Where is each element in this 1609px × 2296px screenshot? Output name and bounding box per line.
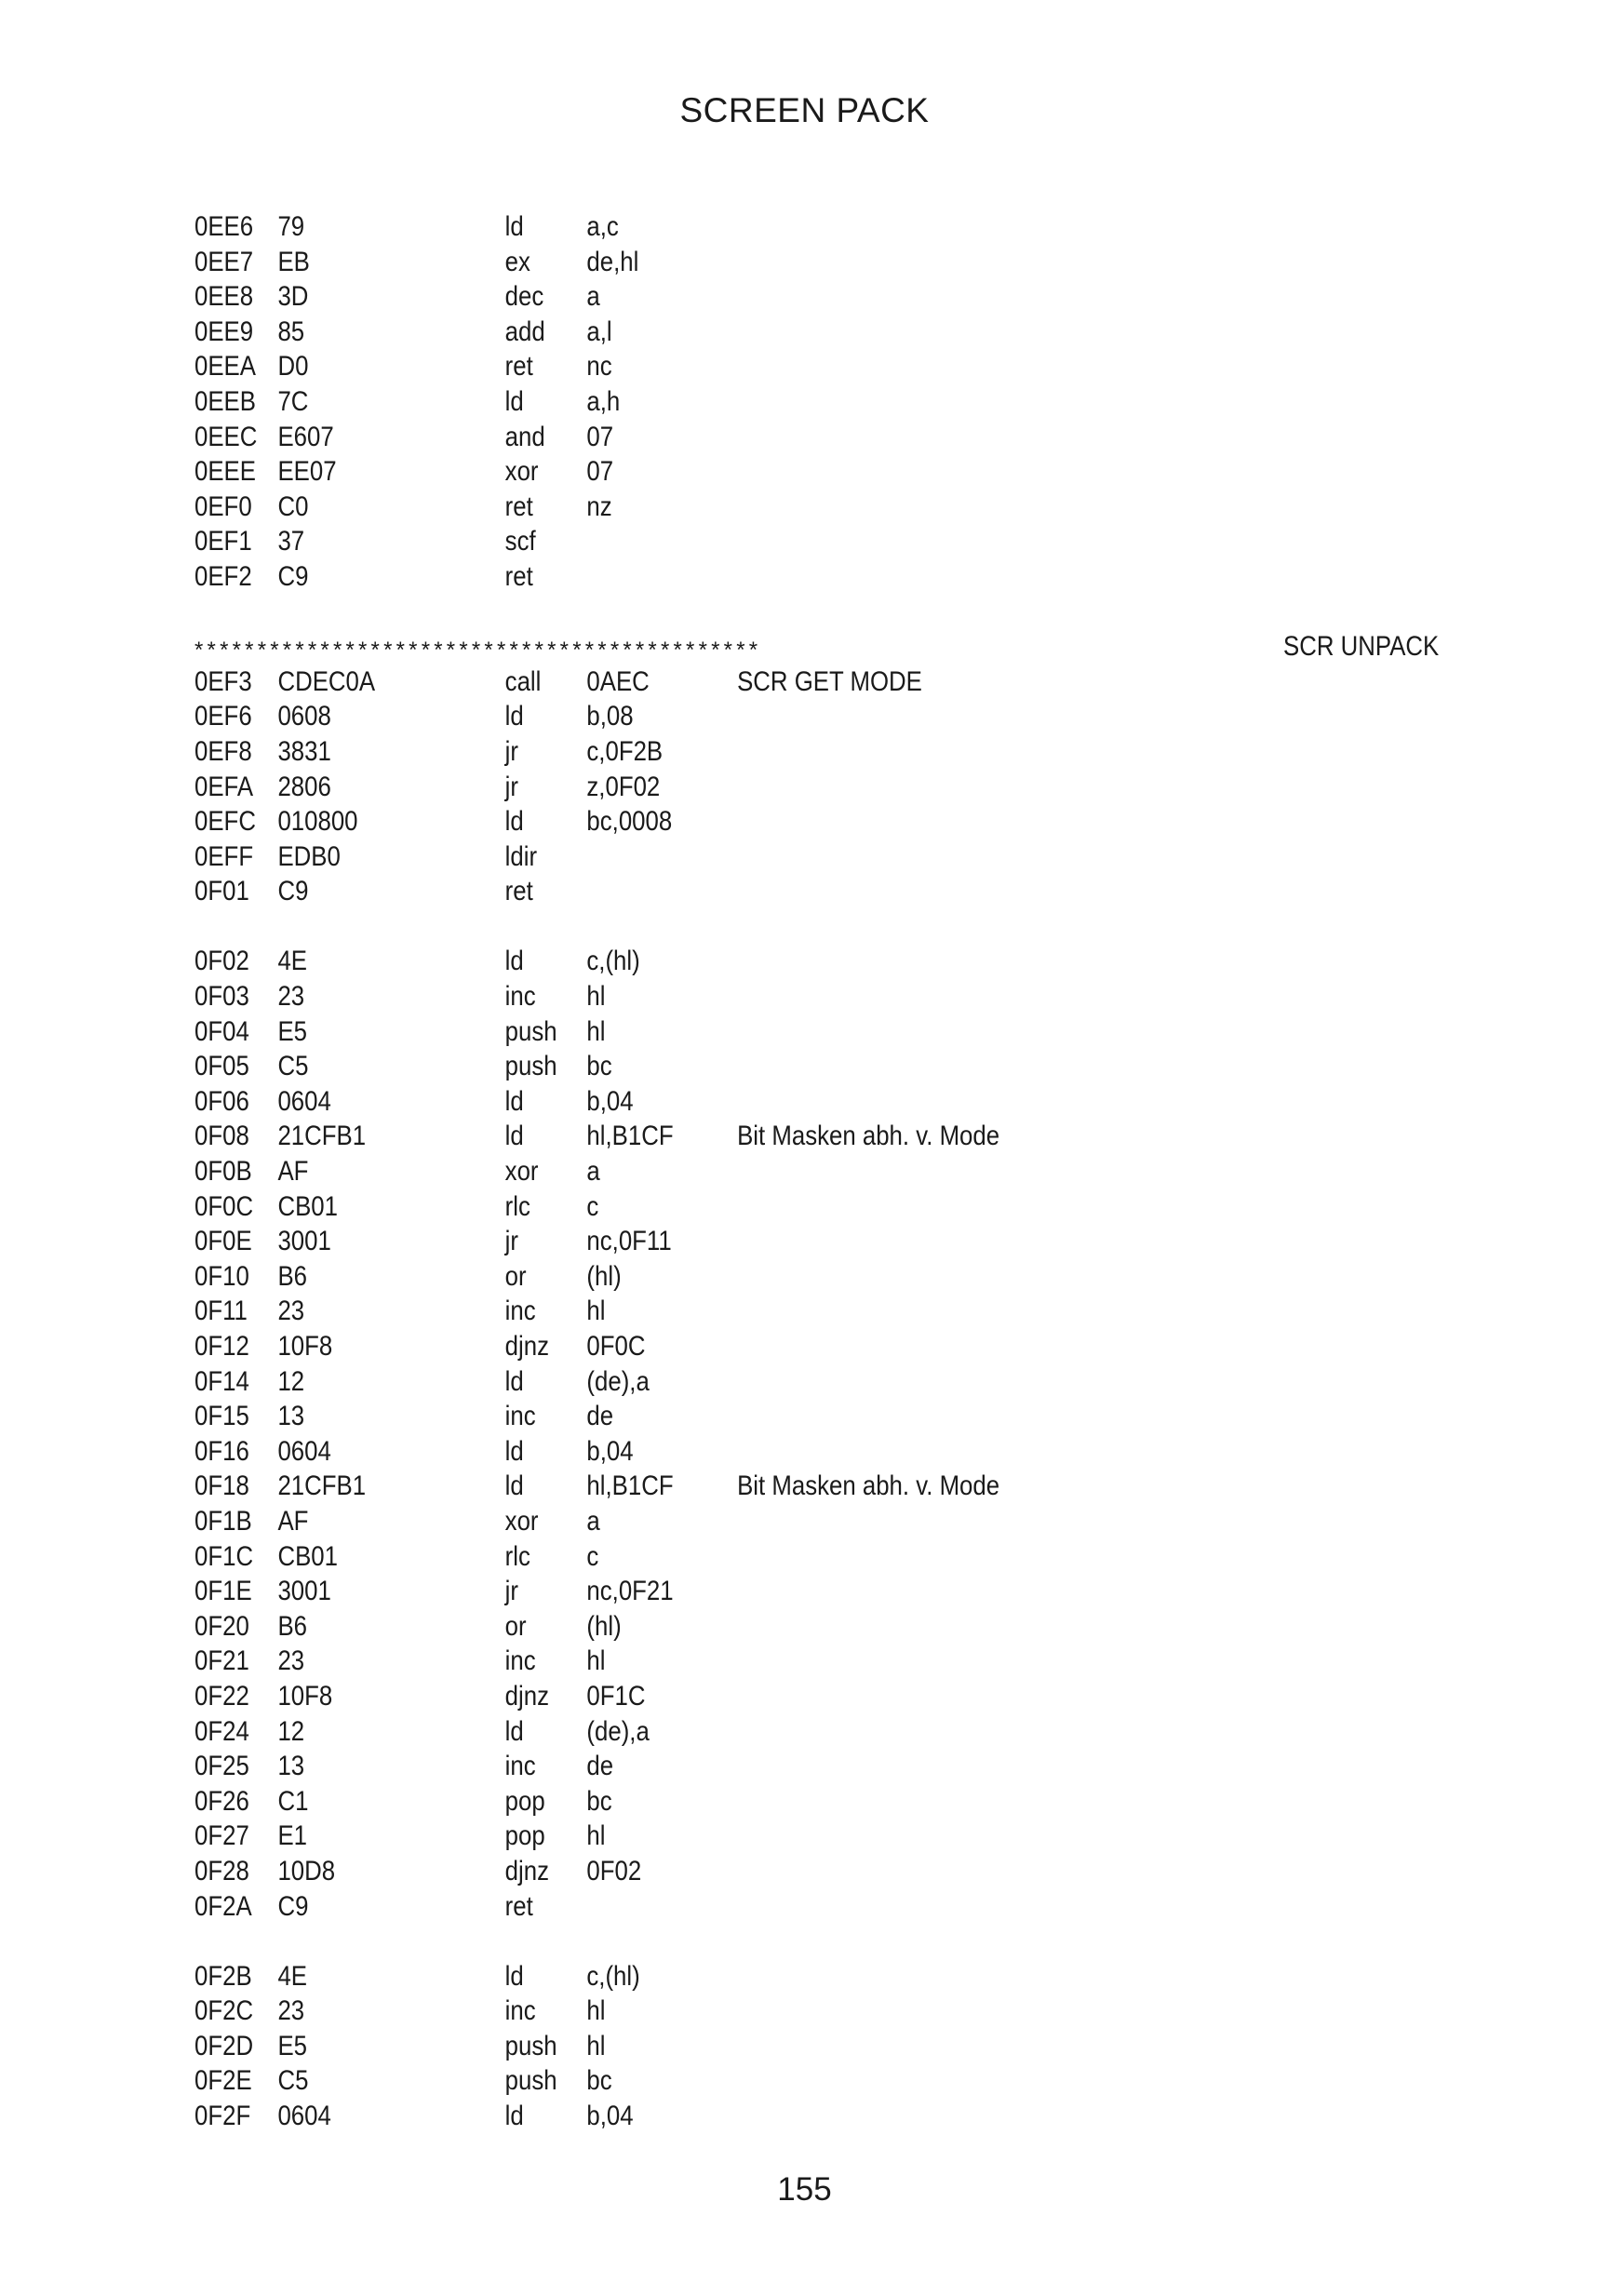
opcode-hex-cell: 10D8 [277, 1855, 336, 1886]
mnemonic-cell: inc [504, 1401, 536, 1432]
operand-cell: nc,0F21 [586, 1576, 674, 1607]
operand-cell: hl [586, 2030, 606, 2061]
listing-row [194, 734, 1275, 770]
listing-row [194, 874, 1275, 909]
operand-cell: nc [586, 351, 612, 383]
operand-cell: nc,0F11 [586, 1226, 672, 1257]
section-gap [194, 595, 1451, 630]
opcode-hex-cell: C5 [277, 1051, 309, 1082]
address-cell: 0F21 [194, 1645, 249, 1677]
listing-row [194, 1014, 1275, 1050]
listing-row [194, 1154, 1275, 1189]
address-cell: 0EE9 [194, 316, 254, 347]
mnemonic-cell: ret [504, 351, 533, 383]
operand-cell: hl [586, 1995, 606, 2027]
address-cell: 0F11 [194, 1296, 248, 1327]
address-cell: 0F14 [194, 1365, 249, 1397]
listing-row [194, 209, 1275, 245]
listing-row [194, 279, 1275, 315]
listing-row [194, 1049, 1275, 1084]
address-cell: 0F20 [194, 1610, 249, 1642]
address-cell: 0F0C [194, 1190, 254, 1222]
listing-row [194, 559, 1275, 595]
page-number: 155 [777, 2171, 832, 2208]
operand-cell: hl [586, 1015, 606, 1047]
listing-row [194, 1364, 1275, 1400]
mnemonic-cell: ld [504, 946, 524, 977]
mnemonic-cell: djnz [504, 1331, 550, 1362]
listing-row [194, 1784, 1275, 1819]
mnemonic-cell: ld [504, 701, 524, 732]
mnemonic-cell: ret [504, 876, 533, 907]
operand-cell: hl [586, 1645, 606, 1677]
mnemonic-cell: inc [504, 1296, 536, 1327]
opcode-hex-cell: 13 [277, 1401, 305, 1432]
opcode-hex-cell: 23 [277, 1296, 305, 1327]
mnemonic-cell: jr [504, 771, 519, 802]
operand-cell: (de),a [586, 1715, 650, 1747]
operand-cell: 07 [586, 421, 614, 452]
listing-row [194, 1609, 1275, 1645]
listing-row [194, 384, 1275, 420]
opcode-hex-cell: 3001 [277, 1576, 331, 1607]
opcode-hex-cell: 4E [277, 946, 308, 977]
opcode-hex-cell: AF [277, 1505, 309, 1537]
opcode-hex-cell: E5 [277, 1015, 308, 1047]
page-title: SCREEN PACK [679, 91, 930, 129]
mnemonic-cell: ex [504, 246, 530, 277]
listing-row [194, 1399, 1275, 1434]
operand-cell: (de),a [586, 1365, 650, 1397]
mnemonic-cell: xor [504, 456, 539, 488]
listing-row [194, 1714, 1275, 1750]
address-cell: 0F27 [194, 1820, 249, 1852]
listing-row [194, 2099, 1275, 2134]
mnemonic-cell: push [504, 1015, 557, 1047]
listing-row [194, 1294, 1275, 1329]
opcode-hex-cell: 10F8 [277, 1680, 333, 1712]
operand-cell: b,04 [586, 1085, 634, 1117]
address-cell: 0F18 [194, 1470, 249, 1502]
opcode-hex-cell: C1 [277, 1785, 309, 1817]
opcode-hex-cell: E5 [277, 2030, 308, 2061]
mnemonic-cell: push [504, 2065, 557, 2097]
operand-cell: a,l [586, 316, 612, 347]
address-cell: 0EEA [194, 351, 256, 383]
mnemonic-cell: ld [504, 1715, 524, 1747]
operand-cell: (hl) [586, 1610, 622, 1642]
listing-row [194, 1539, 1275, 1575]
operand-cell: de [586, 1401, 614, 1432]
opcode-hex-cell: CB01 [277, 1540, 338, 1572]
listing-row [194, 1259, 1275, 1295]
operand-cell: b,08 [586, 701, 634, 732]
opcode-hex-cell: C9 [277, 560, 309, 592]
listing-row [194, 1434, 1275, 1470]
listing-row [194, 1679, 1275, 1714]
listing-row [194, 2029, 1275, 2064]
mnemonic-cell: rlc [504, 1540, 530, 1572]
address-cell: 0EF2 [194, 560, 252, 592]
operand-cell: a [586, 1156, 600, 1188]
operand-cell: b,04 [586, 1435, 634, 1467]
operand-cell: 0AEC [586, 665, 650, 697]
mnemonic-cell: xor [504, 1156, 539, 1188]
operand-cell: c,0F2B [586, 735, 664, 767]
opcode-hex-cell: CDEC0A [277, 665, 376, 697]
address-cell: 0F2C [194, 1995, 254, 2027]
operand-cell: b,04 [586, 2101, 634, 2132]
listing-row [194, 1889, 1275, 1925]
address-cell: 0F15 [194, 1401, 249, 1432]
address-cell: 0F1B [194, 1505, 252, 1537]
listing-row [194, 490, 1275, 525]
operand-cell: bc,0008 [586, 806, 673, 838]
routine-separator [194, 629, 1451, 665]
listing-row [194, 1189, 1275, 1225]
address-cell: 0EFC [194, 806, 256, 838]
address-cell: 0F26 [194, 1785, 249, 1817]
address-cell: 0F10 [194, 1260, 249, 1292]
opcode-hex-cell: 3D [277, 281, 309, 313]
mnemonic-cell: push [504, 1051, 557, 1082]
mnemonic-cell: jr [504, 1226, 519, 1257]
opcode-hex-cell: 85 [277, 316, 305, 347]
operand-cell: z,0F02 [586, 771, 661, 802]
opcode-hex-cell: C0 [277, 490, 309, 522]
opcode-hex-cell: 12 [277, 1715, 305, 1747]
mnemonic-cell: ld [504, 1470, 524, 1502]
listing-row [194, 420, 1275, 455]
address-cell: 0EEE [194, 456, 256, 488]
listing-row [194, 245, 1275, 280]
listing-row [194, 699, 1275, 734]
operand-cell: c [586, 1190, 599, 1222]
opcode-hex-cell: EDB0 [277, 840, 341, 872]
opcode-hex-cell: 3831 [277, 735, 331, 767]
listing-row [194, 1119, 1275, 1154]
opcode-hex-cell: 3001 [277, 1226, 331, 1257]
operand-cell: a,c [586, 211, 619, 242]
operand-cell: c,(hl) [586, 1960, 640, 1992]
opcode-hex-cell: E607 [277, 421, 334, 452]
address-cell: 0EF6 [194, 701, 252, 732]
address-cell: 0F06 [194, 1085, 249, 1117]
mnemonic-cell: ld [504, 806, 524, 838]
opcode-hex-cell: E1 [277, 1820, 308, 1852]
comment-cell: Bit Masken abh. v. Mode [737, 1121, 1000, 1152]
address-cell: 0F25 [194, 1751, 249, 1782]
mnemonic-cell: pop [504, 1785, 545, 1817]
assembly-listing [194, 209, 1451, 2134]
opcode-hex-cell: 7C [277, 385, 309, 417]
mnemonic-cell: pop [504, 1820, 545, 1852]
opcode-hex-cell: 21CFB1 [277, 1470, 367, 1502]
mnemonic-cell: ld [504, 1435, 524, 1467]
address-cell: 0F1E [194, 1576, 252, 1607]
mnemonic-cell: inc [504, 1645, 536, 1677]
address-cell: 0F01 [194, 876, 249, 907]
mnemonic-cell: ret [504, 560, 533, 592]
listing-row [194, 1224, 1275, 1259]
opcode-hex-cell: 79 [277, 211, 305, 242]
address-cell: 0EF8 [194, 735, 252, 767]
address-cell: 0F28 [194, 1855, 249, 1886]
mnemonic-cell: ldir [504, 840, 538, 872]
listing-row [194, 1084, 1275, 1120]
opcode-hex-cell: 010800 [277, 806, 358, 838]
mnemonic-cell: rlc [504, 1190, 530, 1222]
listing-row [194, 979, 1275, 1014]
mnemonic-cell: ld [504, 1365, 524, 1397]
operand-cell: bc [586, 1051, 612, 1082]
operand-cell: (hl) [586, 1260, 622, 1292]
mnemonic-cell: inc [504, 1995, 536, 2027]
opcode-hex-cell: 37 [277, 526, 305, 557]
address-cell: 0F2B [194, 1960, 252, 1992]
opcode-hex-cell: 23 [277, 1995, 305, 2027]
mnemonic-cell: push [504, 2030, 557, 2061]
opcode-hex-cell: 23 [277, 1645, 305, 1677]
opcode-hex-cell: 0604 [277, 2101, 331, 2132]
address-cell: 0F0E [194, 1226, 252, 1257]
listing-row [194, 1329, 1275, 1364]
address-cell: 0F2D [194, 2030, 254, 2061]
mnemonic-cell: ld [504, 2101, 524, 2132]
operand-cell: c [586, 1540, 599, 1572]
mnemonic-cell: dec [504, 281, 544, 313]
opcode-hex-cell: CB01 [277, 1190, 338, 1222]
mnemonic-cell: ld [504, 1960, 524, 1992]
listing-row [194, 349, 1275, 384]
mnemonic-cell: inc [504, 1751, 536, 1782]
operand-cell: c,(hl) [586, 946, 640, 977]
mnemonic-cell: xor [504, 1505, 539, 1537]
mnemonic-cell: and [504, 421, 545, 452]
comment-cell: Bit Masken abh. v. Mode [737, 1470, 1000, 1502]
opcode-hex-cell: C5 [277, 2065, 309, 2097]
listing-row [194, 1994, 1275, 2029]
opcode-hex-cell: 23 [277, 981, 305, 1013]
address-cell: 0EFA [194, 771, 254, 802]
listing-row [194, 1504, 1275, 1539]
mnemonic-cell: ld [504, 385, 524, 417]
address-cell: 0EF3 [194, 665, 252, 697]
mnemonic-cell: ld [504, 1085, 524, 1117]
listing-row [194, 1749, 1275, 1784]
opcode-hex-cell: 0604 [277, 1435, 331, 1467]
listing-row [194, 1819, 1275, 1854]
opcode-hex-cell: EB [277, 246, 310, 277]
address-cell: 0F24 [194, 1715, 249, 1747]
listing-row [194, 839, 1275, 875]
mnemonic-cell: jr [504, 735, 519, 767]
mnemonic-cell: djnz [504, 1680, 550, 1712]
address-cell: 0EEC [194, 421, 258, 452]
address-cell: 0F1C [194, 1540, 254, 1572]
address-cell: 0EE7 [194, 246, 254, 277]
opcode-hex-cell: B6 [277, 1260, 308, 1292]
operand-cell: a,h [586, 385, 621, 417]
mnemonic-cell: ld [504, 1121, 524, 1152]
operand-cell: de [586, 1751, 614, 1782]
opcode-hex-cell: EE07 [277, 456, 337, 488]
opcode-hex-cell: D0 [277, 351, 309, 383]
listing-row [194, 1574, 1275, 1609]
operand-cell: 0F0C [586, 1331, 646, 1362]
section-gap [194, 909, 1451, 945]
section-gap [194, 1924, 1451, 1959]
listing-row [194, 315, 1275, 350]
address-cell: 0F22 [194, 1680, 249, 1712]
separator-stars: ********************************************* [194, 638, 762, 664]
address-cell: 0EE6 [194, 211, 254, 242]
operand-cell: hl [586, 981, 606, 1013]
listing-row [194, 1854, 1275, 1889]
opcode-hex-cell: 21CFB1 [277, 1121, 367, 1152]
mnemonic-cell: jr [504, 1576, 519, 1607]
operand-cell: hl,B1CF [586, 1470, 674, 1502]
address-cell: 0F03 [194, 981, 249, 1013]
opcode-hex-cell: 2806 [277, 771, 331, 802]
operand-cell: a [586, 1505, 600, 1537]
operand-cell: 0F1C [586, 1680, 646, 1712]
mnemonic-cell: call [504, 665, 542, 697]
operand-cell: a [586, 281, 600, 313]
operand-cell: 07 [586, 456, 614, 488]
opcode-hex-cell: 13 [277, 1751, 305, 1782]
mnemonic-cell: add [504, 316, 545, 347]
address-cell: 0F2E [194, 2065, 252, 2097]
mnemonic-cell: scf [504, 526, 536, 557]
opcode-hex-cell: 10F8 [277, 1331, 333, 1362]
listing-row [194, 2063, 1275, 2099]
address-cell: 0EF0 [194, 490, 252, 522]
opcode-hex-cell: AF [277, 1156, 309, 1188]
listing-row [194, 944, 1275, 979]
mnemonic-cell: or [504, 1610, 527, 1642]
operand-cell: bc [586, 1785, 612, 1817]
address-cell: 0F08 [194, 1121, 249, 1152]
mnemonic-cell: ret [504, 1890, 533, 1922]
address-cell: 0F02 [194, 946, 249, 977]
address-cell: 0EFF [194, 840, 254, 872]
opcode-hex-cell: 0604 [277, 1085, 331, 1117]
mnemonic-cell: or [504, 1260, 527, 1292]
mnemonic-cell: ret [504, 490, 533, 522]
operand-cell: bc [586, 2065, 612, 2097]
listing-row [194, 1959, 1275, 1994]
address-cell: 0F2A [194, 1890, 252, 1922]
listing-row [194, 524, 1275, 559]
opcode-hex-cell: C9 [277, 1890, 309, 1922]
address-cell: 0F04 [194, 1015, 249, 1047]
operand-cell: hl [586, 1296, 606, 1327]
opcode-hex-cell: 12 [277, 1365, 305, 1397]
mnemonic-cell: ld [504, 211, 524, 242]
listing-row [194, 1469, 1275, 1504]
mnemonic-cell: djnz [504, 1855, 550, 1886]
opcode-hex-cell: B6 [277, 1610, 308, 1642]
opcode-hex-cell: 0608 [277, 701, 331, 732]
listing-row [194, 1644, 1275, 1679]
address-cell: 0F0B [194, 1156, 252, 1188]
operand-cell: de,hl [586, 246, 639, 277]
routine-label: SCR UNPACK [1283, 631, 1440, 663]
opcode-hex-cell: 4E [277, 1960, 308, 1992]
operand-cell: hl [586, 1820, 606, 1852]
opcode-hex-cell: C9 [277, 876, 309, 907]
address-cell: 0EF1 [194, 526, 252, 557]
address-cell: 0F2F [194, 2101, 251, 2132]
address-cell: 0F16 [194, 1435, 249, 1467]
address-cell: 0F05 [194, 1051, 249, 1082]
listing-row [194, 770, 1275, 805]
operand-cell: hl,B1CF [586, 1121, 674, 1152]
operand-cell: nz [586, 490, 612, 522]
listing-row [194, 804, 1275, 839]
operand-cell: 0F02 [586, 1855, 642, 1886]
mnemonic-cell: inc [504, 981, 536, 1013]
listing-row [194, 665, 1275, 700]
comment-cell: SCR GET MODE [737, 665, 922, 697]
address-cell: 0EEB [194, 385, 256, 417]
address-cell: 0EE8 [194, 281, 254, 313]
listing-row [194, 454, 1275, 490]
address-cell: 0F12 [194, 1331, 249, 1362]
